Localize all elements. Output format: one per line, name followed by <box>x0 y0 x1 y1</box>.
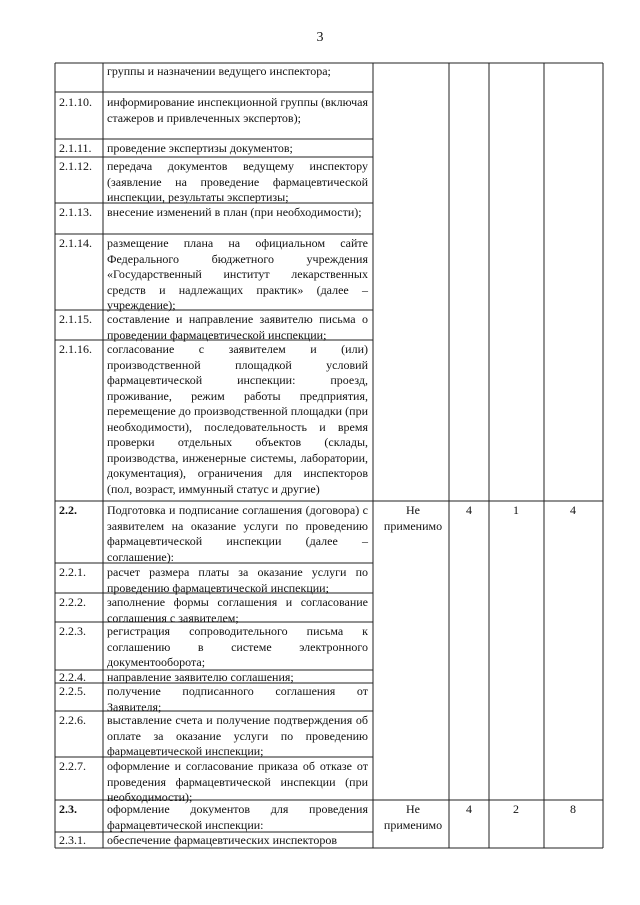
row-text: внесение изменений в план (при необходимости); <box>107 205 362 219</box>
row-text: заполнение формы соглашения и согласование соглашения с заявителем; <box>107 595 368 625</box>
value-cell: 4 <box>466 802 472 816</box>
row-number: 2.2.1. <box>59 565 86 579</box>
row-number: 2.1.11. <box>59 141 92 155</box>
row-text: проведение экспертизы документов; <box>107 141 293 155</box>
row-text: получение подписанного соглашения от Заявителя; <box>107 684 368 714</box>
row-number: 2.2. <box>59 503 77 517</box>
applicability-value: Не применимо <box>383 802 443 832</box>
table-row <box>107 64 368 80</box>
row-text: согласование с заявителем и (или) производственной площадкой условий фармацевтической инспекции: проезд, проживание, режим работы предприятия, перемещение до производственной площадки (при необходимости), последовательность и время проверки отдельных объектов (склады, производства, инженерные системы, лаборатории, документация), ограничения для инспекторов (пол, возраст, иммунный статус и другие) <box>107 342 368 496</box>
value-cell: 4 <box>466 503 472 517</box>
row-number: 2.3.1. <box>59 833 86 847</box>
row-number: 2.1.12. <box>59 159 92 173</box>
row-number: 2.1.14. <box>59 236 92 250</box>
value-cell: 2 <box>513 802 519 816</box>
row-number: 2.1.15. <box>59 312 92 326</box>
row-text: выставление счета и получение подтверждения об оплате за оказание услуги по проведению фармацевтической инспекции; <box>107 713 368 758</box>
row-text: составление и направление заявителю письма о проведении фармацевтической инспекции; <box>107 312 368 342</box>
row-number: 2.1.16. <box>59 342 92 356</box>
value-cell: 4 <box>570 503 576 517</box>
row-text: расчет размера платы за оказание услуги по проведению фармацевтической инспекции; <box>107 565 368 595</box>
row-text: информирование инспекционной группы (включая стажеров и привлеченных экспертов); <box>107 95 368 125</box>
row-text: Подготовка и подписание соглашения (договора) с заявителем на оказание услуги по проведению фармацевтической инспекции (далее – соглашение): <box>107 503 368 564</box>
value-cell: 1 <box>513 503 519 517</box>
row-number: 2.1.13. <box>59 205 92 219</box>
row-number: 2.3. <box>59 802 77 816</box>
row-number: 2.2.5. <box>59 684 86 698</box>
row-text: обеспечение фармацевтических инспекторов <box>107 833 337 847</box>
row-number: 2.1.10. <box>59 95 92 109</box>
applicability-value: Не применимо <box>383 503 443 533</box>
row-text: регистрация сопроводительного письма к соглашению в системе электронного документооборота; <box>107 624 368 669</box>
page-number: 3 <box>316 30 324 45</box>
row-text: группы и назначении ведущего инспектора; <box>107 64 331 78</box>
value-cell: 8 <box>570 802 576 816</box>
row-number: 2.2.2. <box>59 595 86 609</box>
row-text: оформление и согласование приказа об отказе от проведения фармацевтической инспекции (при необходимости); <box>107 759 368 804</box>
row-number: 2.2.7. <box>59 759 86 773</box>
row-text: оформление документов для проведения фармацевтической инспекции: <box>107 802 368 832</box>
row-text: размещение плана на официальном сайте Федерального бюджетного учреждения «Государственный институт лекарственных средств и надлежащих практик» (далее – учреждение); <box>107 236 368 312</box>
row-text: передача документов ведущему инспектору (заявление на проведение фармацевтической инспекции, результаты экспертизы; <box>107 159 368 204</box>
row-number: 2.2.6. <box>59 713 86 727</box>
row-number: 2.2.3. <box>59 624 86 638</box>
row-number: 2.2.4. <box>59 670 86 684</box>
row-text: направление заявителю соглашения; <box>107 670 294 684</box>
